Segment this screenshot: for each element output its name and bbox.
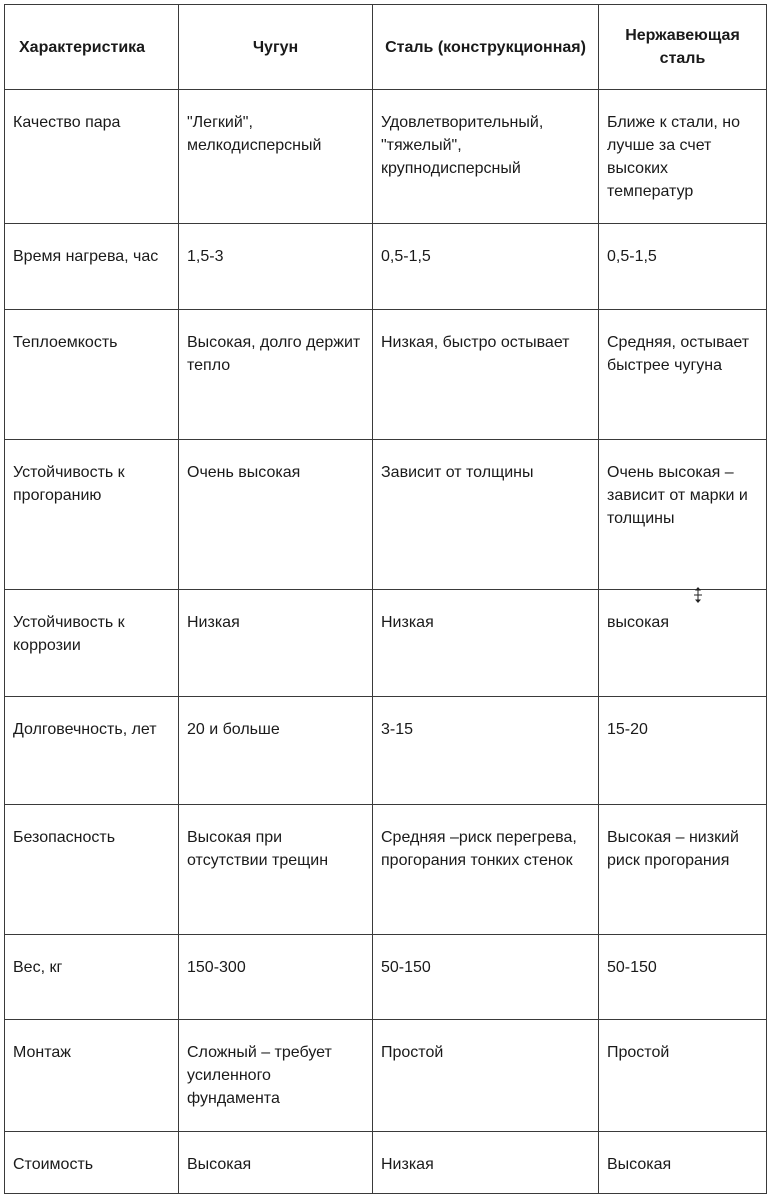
header-structural-steel[interactable]: Сталь (конструкционная) (373, 5, 599, 90)
table-cell[interactable]: 15-20 (599, 697, 767, 805)
table-cell[interactable]: Очень высокая (179, 440, 373, 590)
table-cell[interactable]: 150-300 (179, 935, 373, 1020)
table-cell[interactable]: Низкая, быстро остывает (373, 310, 599, 440)
table-cell[interactable]: Теплоемкость (5, 310, 179, 440)
table-cell[interactable]: 3-15 (373, 697, 599, 805)
header-row (5, 5, 767, 90)
table-cell[interactable]: Низкая (373, 1132, 599, 1194)
table-row (5, 590, 767, 697)
row-resize-icon[interactable] (692, 586, 704, 604)
table-cell[interactable]: 1,5-3 (179, 224, 373, 310)
table-row (5, 90, 767, 224)
table-cell[interactable]: Устойчивость к коррозии (5, 590, 179, 697)
table-cell[interactable]: Высокая – низкий риск прогорания (599, 805, 767, 935)
table-cell[interactable]: Время нагрева, час (5, 224, 179, 310)
table-cell[interactable]: высокая (599, 590, 767, 697)
table-cell[interactable]: Низкая (373, 590, 599, 697)
table-row (5, 440, 767, 590)
table-cell[interactable]: 0,5-1,5 (373, 224, 599, 310)
comparison-table (4, 4, 767, 1194)
table-cell[interactable]: Высокая (599, 1132, 767, 1194)
table-row (5, 224, 767, 310)
table-cell[interactable]: Вес, кг (5, 935, 179, 1020)
table-cell[interactable]: Стоимость (5, 1132, 179, 1194)
table-cell[interactable]: Монтаж (5, 1020, 179, 1132)
header-stainless-steel[interactable]: Нержавеющая сталь (599, 5, 767, 90)
table-cell[interactable]: Зависит от толщины (373, 440, 599, 590)
comparison-table-wrapper (4, 4, 766, 1194)
table-cell[interactable]: 50-150 (373, 935, 599, 1020)
header-cast-iron[interactable]: Чугун (179, 5, 373, 90)
table-cell[interactable]: Высокая (179, 1132, 373, 1194)
table-row (5, 1020, 767, 1132)
table-cell[interactable]: Сложный – требует усиленного фундамента (179, 1020, 373, 1132)
table-cell[interactable]: Высокая при отсутствии трещин (179, 805, 373, 935)
table-row (5, 697, 767, 805)
table-cell[interactable]: Низкая (179, 590, 373, 697)
table-cell[interactable]: Средняя –риск перегрева, прогорания тонких стенок (373, 805, 599, 935)
table-cell[interactable]: Простой (599, 1020, 767, 1132)
table-cell[interactable]: Безопасность (5, 805, 179, 935)
table-row (5, 805, 767, 935)
table-cell[interactable]: "Легкий", мелкодисперсный (179, 90, 373, 224)
header-characteristic[interactable]: Характеристика (5, 5, 179, 90)
table-row (5, 1132, 767, 1194)
table-cell[interactable]: Средняя, остывает быстрее чугуна (599, 310, 767, 440)
table-cell[interactable]: Долговечность, лет (5, 697, 179, 805)
table-cell[interactable]: Очень высокая – зависит от марки и толщины (599, 440, 767, 590)
table-cell[interactable]: Простой (373, 1020, 599, 1132)
table-cell[interactable]: 20 и больше (179, 697, 373, 805)
table-cell[interactable]: Качество пара (5, 90, 179, 224)
table-row (5, 935, 767, 1020)
table-cell[interactable]: 50-150 (599, 935, 767, 1020)
table-cell[interactable]: Удовлетворительный, "тяжелый", крупнодисперсный (373, 90, 599, 224)
table-cell[interactable]: 0,5-1,5 (599, 224, 767, 310)
table-row (5, 310, 767, 440)
table-cell[interactable]: Ближе к стали, но лучше за счет высоких температур (599, 90, 767, 224)
table-cell[interactable]: Устойчивость к прогоранию (5, 440, 179, 590)
table-cell[interactable]: Высокая, долго держит тепло (179, 310, 373, 440)
